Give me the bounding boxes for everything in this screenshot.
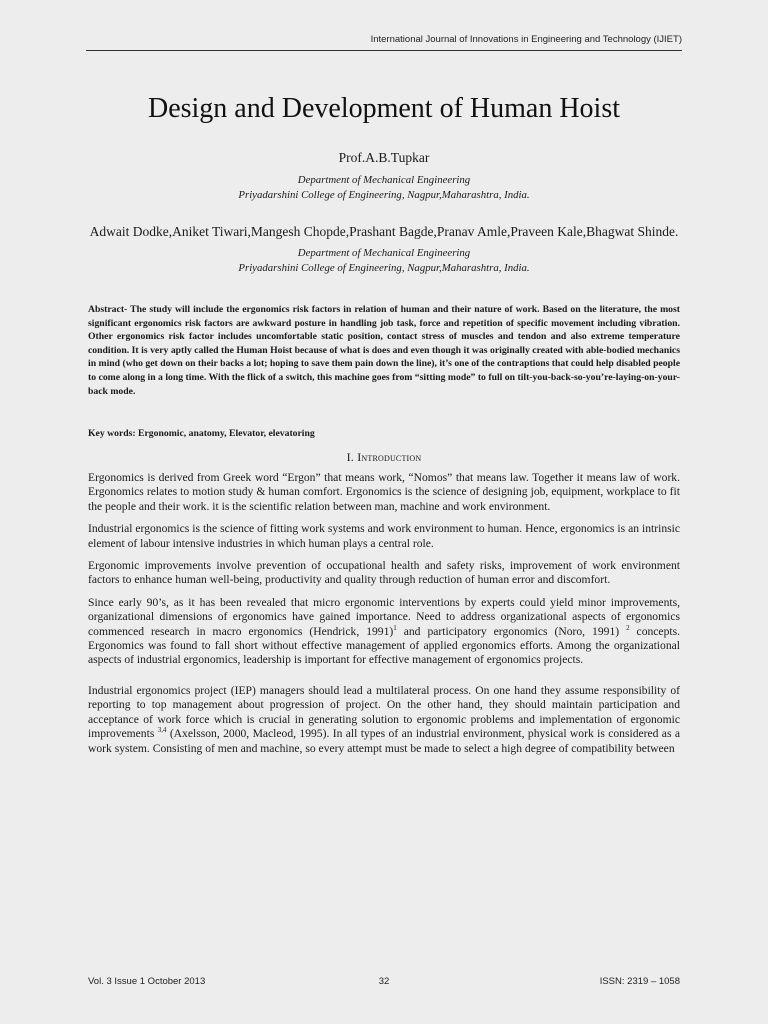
author-names: Adwait Dodke,Aniket Tiwari,Mangesh Chopde,Prashant Bagde,Pranav Amle,Praveen Kale,Bhagwat Shinde. (89, 224, 679, 239)
paragraph-3: Ergonomic improvements involve prevention of occupational health and safety risks, improvement of work environment factors to enhance human well-being, productivity and quality through reduction of human error and discomfort. (88, 559, 680, 587)
keywords: Key words: Ergonomic, anatomy, Elevator, elevatoring (88, 428, 315, 439)
author-department: Department of Mechanical Engineering (297, 174, 471, 186)
paragraph-4-text-a: Since early 90’s, as it has been revealed that micro ergonomic interventions by experts could yield minor improvements, organizational dimensions of ergonomics have gained importance. Need to address organizational aspects of ergonomics commenced research in macro ergonomics (Hendrick, 1991) (88, 595, 680, 638)
footer-volume: Vol. 3 Issue 1 October 2013 (88, 976, 206, 987)
body-text (88, 471, 680, 764)
citation-1: 1 (393, 623, 397, 632)
abstract: Abstract- The study will include the ergonomics risk factors in relation of human and their nature of work. Based on the literature, the most significant ergonomics risk factors are awkward posture in handling job task, force and repetition of specific movement including vibration. Other ergonomics risk factor includes uncomfortable static position, contact stress of muscles and tendon and also extreme temperature condition. It is very aptly called the Human Hoist because of what is does and even though it was originally created with able-bodied mechanics in mind (who get down on their backs a lot; hoping to save them pain down the line), it’s one of the contraptions that could help disabled people to come along in a long time. With the flick of a switch, this machine goes from “sitting mode” to full on tilt-you-back-so-you’re-laying-on-your-back mode. (88, 304, 680, 397)
paragraph-4 (88, 596, 680, 668)
footer-issn: ISSN: 2319 – 1058 (599, 976, 680, 987)
paragraph-5-text-a: Industrial ergonomics project (IEP) managers should lead a multilateral process. On one hand they assume responsibility of reporting to top management about progression of project. On the other hand, they should maintain participation and acceptance of work force which is crucial in generating solution to ergonomic problems and implementation of ergonomic improvements (88, 683, 680, 741)
paragraph-5-text-b: (Axelsson, 2000, Macleod, 1995). In all types of an industrial environment, physical work is considered as a work system. Consisting of men and machine, so every attempt must be made to select a high degree of compatibility between (88, 727, 680, 755)
citation-3-4: 3,4 (157, 726, 167, 735)
paragraph-5 (88, 684, 680, 756)
section-heading-introduction: I. Introduction (346, 450, 422, 464)
author-institution: Priyadarshini College of Engineering, Nagpur,Maharashtra, India. (238, 189, 530, 201)
paragraph-2: Industrial ergonomics is the science of fitting work systems and work environment to human. Hence, ergonomics is an intrinsic element of labour intensive industries in which human plays a central role. (88, 522, 680, 550)
page-footer (88, 976, 680, 990)
paper-title: Design and Development of Human Hoist (147, 93, 621, 124)
journal-header: International Journal of Innovations in Engineering and Technology (IJIET) (370, 34, 682, 45)
author-name: Prof.A.B.Tupkar (338, 150, 430, 165)
author-block-1 (80, 150, 688, 203)
paragraph-4-text-c: concepts. Ergonomics was found to fall short without effective management of applied ergonomics efforts. Among the organizational aspects of industrial ergonomics, leadership is important for effective management of ergonomics projects. (88, 624, 681, 667)
author-block-2 (80, 224, 688, 276)
paragraph-4-text-b: and participatory ergonomics (Noro, 1991) (396, 624, 627, 638)
header-rule (86, 50, 682, 51)
paragraph-1: Ergonomics is derived from Greek word “Ergon” that means work, “Nomos” that means law. Together it means law of work. Ergonomics relates to motion study & human comfort. Ergonomics is the science of designing job, equipment, workplace to fit the people and their work. it is the scientific relation between man, machine and work environment. (88, 471, 680, 513)
author-institution: Priyadarshini College of Engineering, Nagpur,Maharashtra, India. (238, 262, 530, 274)
author-department: Department of Mechanical Engineering (297, 247, 471, 259)
footer-page-number: 32 (378, 976, 390, 987)
citation-2: 2 (626, 623, 630, 632)
